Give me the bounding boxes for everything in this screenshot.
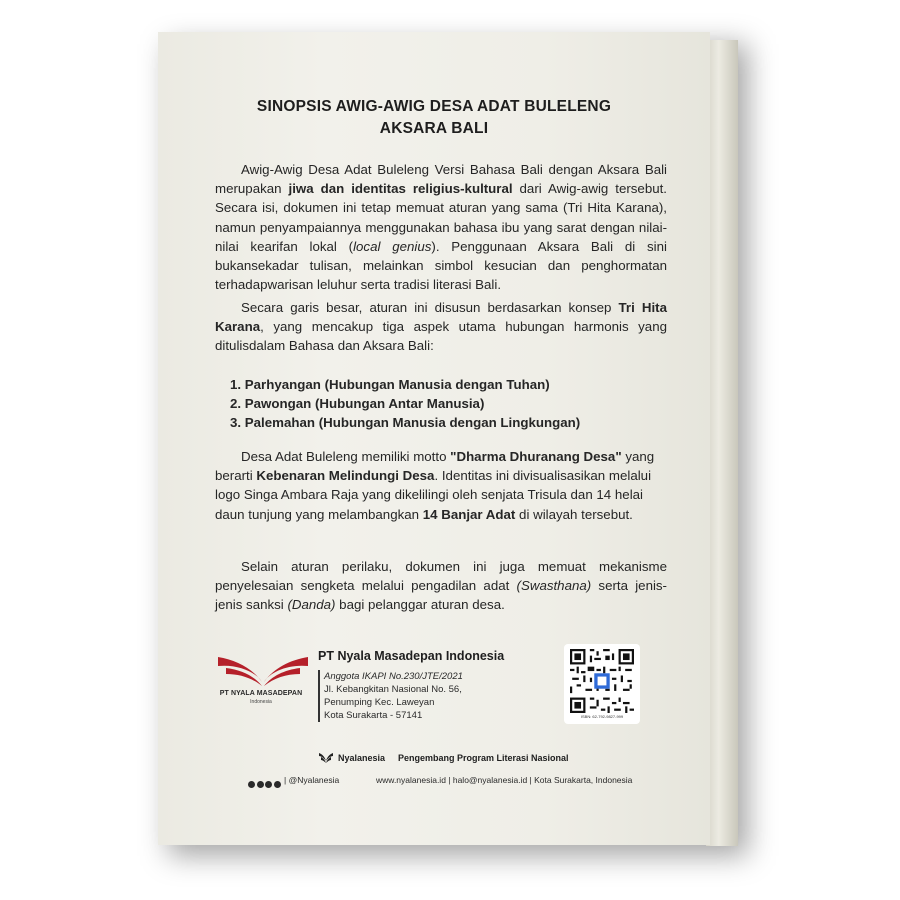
logo-subcaption: Indonesia	[250, 699, 272, 705]
isbn-text: ISBN: 62-792-9827-999	[580, 714, 624, 719]
list-item: 1. Parhyangan (Hubungan Manusia dengan Tuhan)	[230, 377, 550, 392]
paragraph-tri-hita-karana: Secara garis besar, aturan ini disusun berdasarkan konsep Tri Hita Karana, yang mencakup tiga aspek utama hubungan harmonis yang ditulisdalam Bahasa dan Aksara Bali:	[215, 300, 667, 354]
paragraph-sanctions: Selain aturan perilaku, dokumen ini juga memuat mekanisme penyelesaian sengketa melalui pengadilan adat (Swasthana) serta jenis-jenis sanksi (Danda) bagi pelanggar aturan desa.	[215, 559, 667, 613]
publisher-address-line2: Penumping Kec. Laweyan	[324, 697, 435, 708]
social-icons	[248, 776, 282, 786]
synopsis-title-line2: AKSARA BALI	[379, 120, 489, 137]
list-item: 3. Palemahan (Hubungan Manusia dengan Lingkungan)	[230, 415, 581, 431]
list-item: 2. Pawongan (Hubungan Antar Manusia)	[230, 396, 485, 412]
synopsis-title-line1: SINOPSIS AWIG-AWIG DESA ADAT BULELENG	[256, 98, 612, 115]
tiktok-icon	[274, 781, 281, 788]
publisher-address-line1: Jl. Kebangkitan Nasional No. 56,	[324, 684, 462, 695]
paragraph-intro: Awig-Awig Desa Adat Buleleng Versi Bahasa Bali dengan Aksara Bali merupakan jiwa dan identitas religius-kultural dari Awig-awig tersebut. Secara isi, dokumen ini tetap memuat aturan yang sama (Tri Hita Karana), namun penyampaiannya menggunakan bahasa ibu yang sarat dengan nilai-nilai kearifan lokal (local genius). Penggunaan Aksara Bali di sini bukansekadar tulisan, melainkan simbol kesucian dan penghormatan terhadapwarisan leluhur serta tradisi literasi Bali.	[215, 162, 667, 293]
facebook-icon	[257, 781, 264, 788]
publisher-address-line3: Kota Surakarta - 57141	[324, 710, 423, 721]
publisher-logo-icon	[216, 654, 310, 714]
brand-name: Nyalanesia	[338, 753, 386, 763]
logo-caption: PT NYALA MASADEPAN	[219, 690, 303, 697]
publisher-ikapi: Anggota IKAPI No.230/JTE/2021	[324, 671, 463, 682]
book-spine	[706, 40, 738, 846]
instagram-icon	[248, 781, 255, 788]
paragraph-motto: Desa Adat Buleleng memiliki motto "Dharma Dhuranang Desa" yang berarti Kebenaran Melindungi Desa. Identitas ini divisualisasikan melalui logo Singa Ambara Raja yang dikelilingi oleh senjata Trisula dan 14 helai daun tunjung yang melambangkan 14 Banjar Adat di wilayah tersebut.	[215, 449, 655, 522]
brand-tagline: Pengembang Program Literasi Nasional	[398, 753, 569, 763]
contact-info: www.nyalanesia.id | halo@nyalanesia.id | Kota Surakarta, Indonesia	[376, 775, 633, 785]
aspect-list	[230, 375, 670, 433]
youtube-icon	[265, 781, 272, 788]
publisher-name: PT Nyala Masadepan Indonesia	[318, 649, 505, 663]
book-back-cover	[158, 32, 710, 845]
qr-code-card	[564, 644, 640, 724]
nyalanesia-logo-icon	[318, 752, 334, 764]
social-handle: | @Nyalanesia	[284, 775, 340, 785]
publisher-divider	[318, 670, 320, 722]
qr-code-icon	[570, 649, 634, 713]
